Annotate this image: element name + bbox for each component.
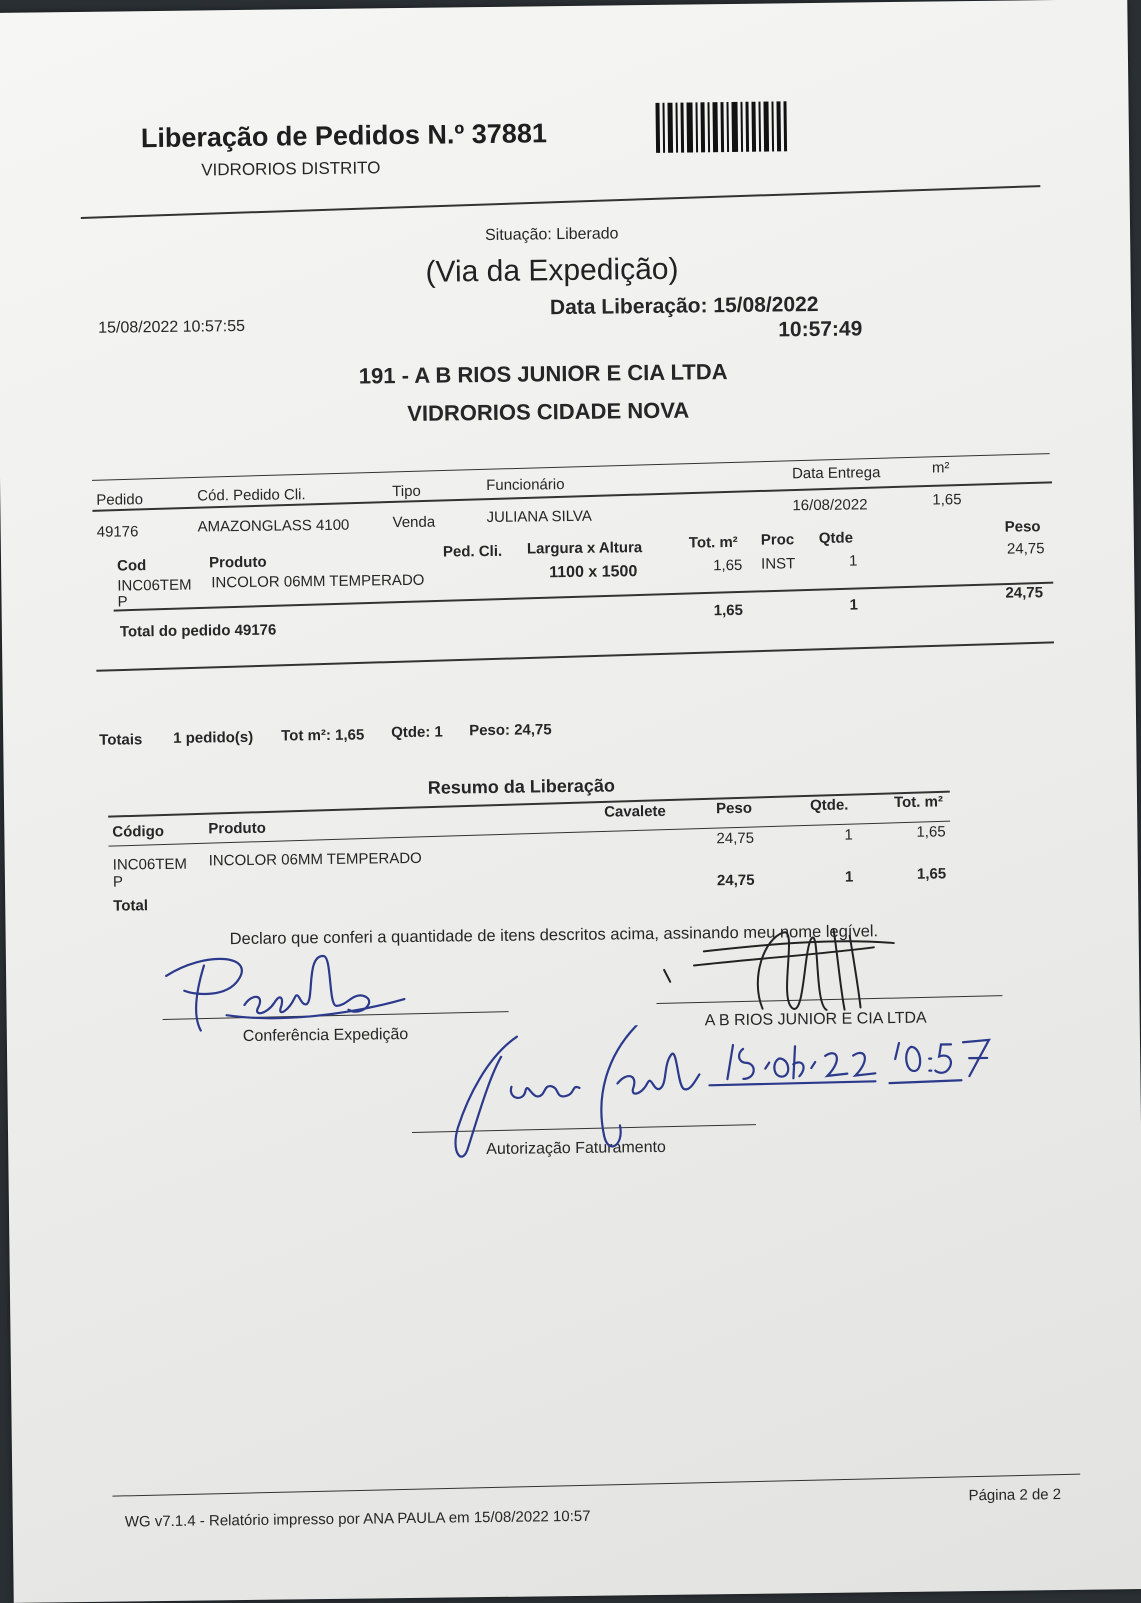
barcode [655,101,826,153]
label-autorizacao: Autorização Faturamento [486,1138,666,1159]
client-store: VIDRORIOS CIDADE NOVA [407,397,690,426]
value-data-entrega: 16/08/2022 [792,496,868,515]
summary-header-codigo: Código [112,822,165,841]
signature-autorizacao [427,1024,729,1168]
footer-printed-by: WG v7.1.4 - Relatório impresso por ANA PAULA em 15/08/2022 10:57 [124,1507,591,1531]
summary-total-label: Total [113,897,149,915]
signature-conferencia [156,943,417,1041]
item-peso: 24,75 [1006,540,1045,558]
item-cod-cont: P [117,593,128,611]
header-tot-m2: Tot. m² [688,533,738,552]
totals-label: Totais [99,731,143,749]
situation: Situação: Liberado [484,225,619,245]
summary-header-peso: Peso [716,799,753,818]
value-m2: 1,65 [932,491,962,509]
item-produto: INCOLOR 06MM TEMPERADO [211,571,425,592]
totals-pedidos: 1 pedido(s) [173,728,254,747]
summary-header-cavalete: Cavalete [604,802,666,821]
summary-total-qtde: 1 [844,868,854,886]
release-date: Data Liberação: 15/08/2022 [549,292,819,320]
summary-total-peso: 24,75 [716,871,755,890]
value-funcionario: JULIANA SILVA [486,507,592,527]
item-tot-m2: 1,65 [713,556,743,575]
item-dims: 1100 x 1500 [549,563,638,582]
label-conferencia: Conferência Expedição [242,1025,409,1046]
label-funcionario: Funcionário [486,476,565,495]
order-total-m2: 1,65 [713,601,743,620]
order-total-qtde: 1 [849,596,859,614]
header-produto: Produto [208,553,267,572]
item-cod: INC06TEM [117,576,192,595]
summary-title: Resumo da Liberação [427,775,615,798]
order-total-peso: 24,75 [1005,584,1044,602]
value-cod-pedido-cli: AMAZONGLASS 4100 [197,516,350,536]
header-peso: Peso [1004,518,1041,536]
value-tipo: Venda [392,513,436,532]
signature-cliente [653,917,904,1020]
label-data-entrega: Data Entrega [791,464,881,483]
summary-header-produto: Produto [208,819,266,838]
company-name: VIDRORIOS DISTRITO [201,158,381,180]
summary-codigo: INC06TEM [112,855,188,874]
header-ped-cli: Ped. Cli. [442,542,503,561]
summary-header-qtde: Qtde. [809,796,849,815]
order-bottom-rule [96,641,1054,671]
label-m2: m² [931,459,950,477]
header-divider [81,185,1041,219]
via-label: (Via da Expedição) [425,252,679,289]
print-datetime: 15/08/2022 10:57:55 [98,317,246,337]
header-cod: Cod [116,557,147,575]
label-pedido: Pedido [96,491,144,509]
label-cliente: A B RIOS JUNIOR E CIA LTDA [704,1009,927,1030]
summary-total-m2: 1,65 [916,865,947,883]
order-total-label: Total do pedido 49176 [119,621,277,641]
value-pedido: 49176 [96,523,139,541]
order-top-rule [92,453,1050,481]
document-title: Liberação de Pedidos N.º 37881 [140,118,548,154]
declaration-text: Declaro que conferi a quantidade de itens descritos acima, assinando meu nome legível. [229,922,879,949]
summary-codigo-cont: P [112,873,124,891]
footer-rule [112,1474,1080,1497]
header-proc: Proc [760,531,795,549]
summary-peso: 24,75 [716,829,755,848]
footer-page: Página 2 de 2 [968,1486,1062,1505]
label-tipo: Tipo [392,482,421,501]
release-time: 10:57:49 [778,317,863,342]
totals-peso: Peso: 24,75 [469,721,552,740]
summary-header-tot-m2: Tot. m² [893,793,944,812]
handwritten-datetime-drawing [707,1036,1018,1100]
client-name: 191 - A B RIOS JUNIOR E CIA LTDA [358,359,728,389]
item-qtde: 1 [848,552,858,570]
summary-tot-m2: 1,65 [916,823,946,841]
summary-produto: INCOLOR 06MM TEMPERADO [208,849,422,870]
totals-m2: Tot m²: 1,65 [281,726,365,745]
summary-qtde: 1 [844,826,853,844]
item-proc: INST [761,555,796,573]
header-largura-altura: Largura x Altura [526,539,643,558]
label-cod-pedido-cli: Cód. Pedido Cli. [197,486,306,505]
handwritten-datetime [727,1051,734,1052]
totals-qtde: Qtde: 1 [391,723,443,742]
header-qtde: Qtde [818,529,854,547]
